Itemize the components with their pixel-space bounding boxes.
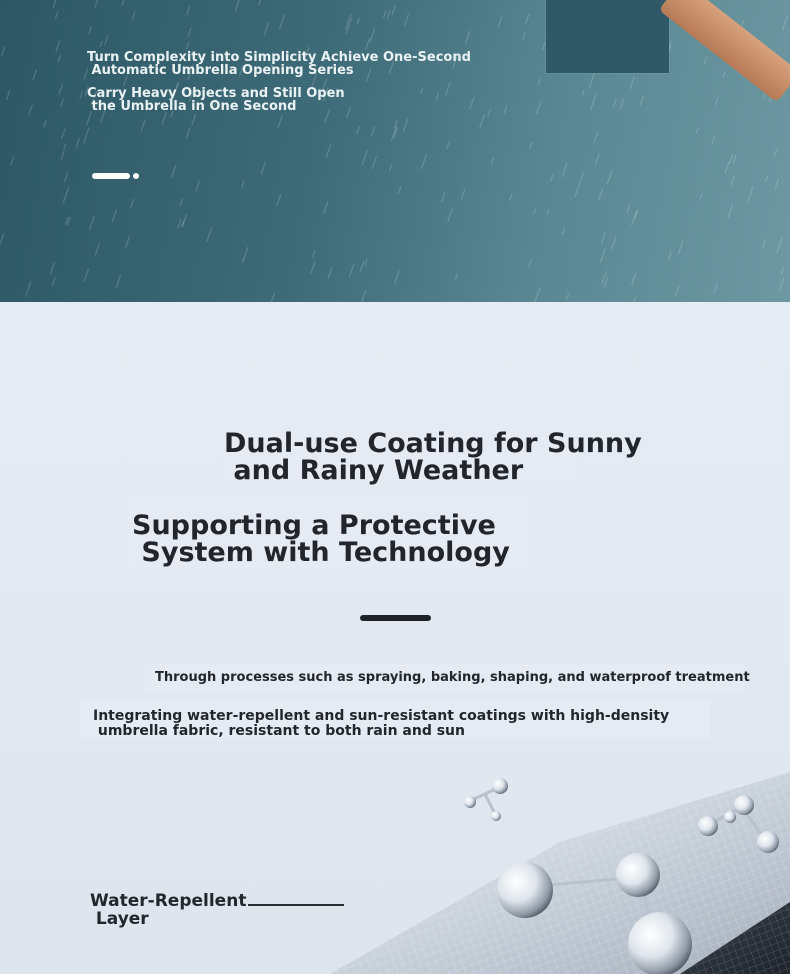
section-title-line2: and Rainy Weather bbox=[224, 455, 524, 486]
section-subtitle-line2: System with Technology bbox=[132, 537, 510, 568]
hero-subline-line1: Carry Heavy Objects and Still Open bbox=[87, 86, 345, 101]
coating-detail-line1: Integrating water-repellent and sun-resistant coatings with high-density bbox=[93, 708, 670, 724]
hero-headline-line2: Automatic Umbrella Opening Series bbox=[87, 63, 354, 78]
carousel-indicator-active[interactable] bbox=[92, 173, 130, 179]
layer-label-line1: Water-Repellent bbox=[90, 891, 247, 911]
fabric-water-droplets-image bbox=[0, 302, 790, 974]
layer-pointer-line bbox=[248, 904, 344, 906]
rain-streaks-image bbox=[0, 0, 790, 302]
process-description: Through processes such as spraying, baking, shaping, and waterproof treatment bbox=[155, 670, 750, 685]
coating-section bbox=[0, 302, 790, 974]
layer-label-line2: Layer bbox=[90, 909, 149, 929]
section-subtitle-line1: Supporting a Protective bbox=[132, 510, 496, 541]
section-divider bbox=[360, 615, 431, 621]
hero-subline-line2: the Umbrella in One Second bbox=[87, 99, 297, 114]
section-title-line1: Dual-use Coating for Sunny bbox=[224, 428, 642, 459]
carousel-indicator[interactable] bbox=[133, 173, 139, 179]
coating-detail-line2: umbrella fabric, resistant to both rain and sun bbox=[93, 723, 465, 739]
hero-headline-line1: Turn Complexity into Simplicity Achieve One-Second bbox=[87, 50, 471, 65]
hero-banner bbox=[0, 0, 790, 302]
hero-image-panel bbox=[546, 0, 669, 73]
